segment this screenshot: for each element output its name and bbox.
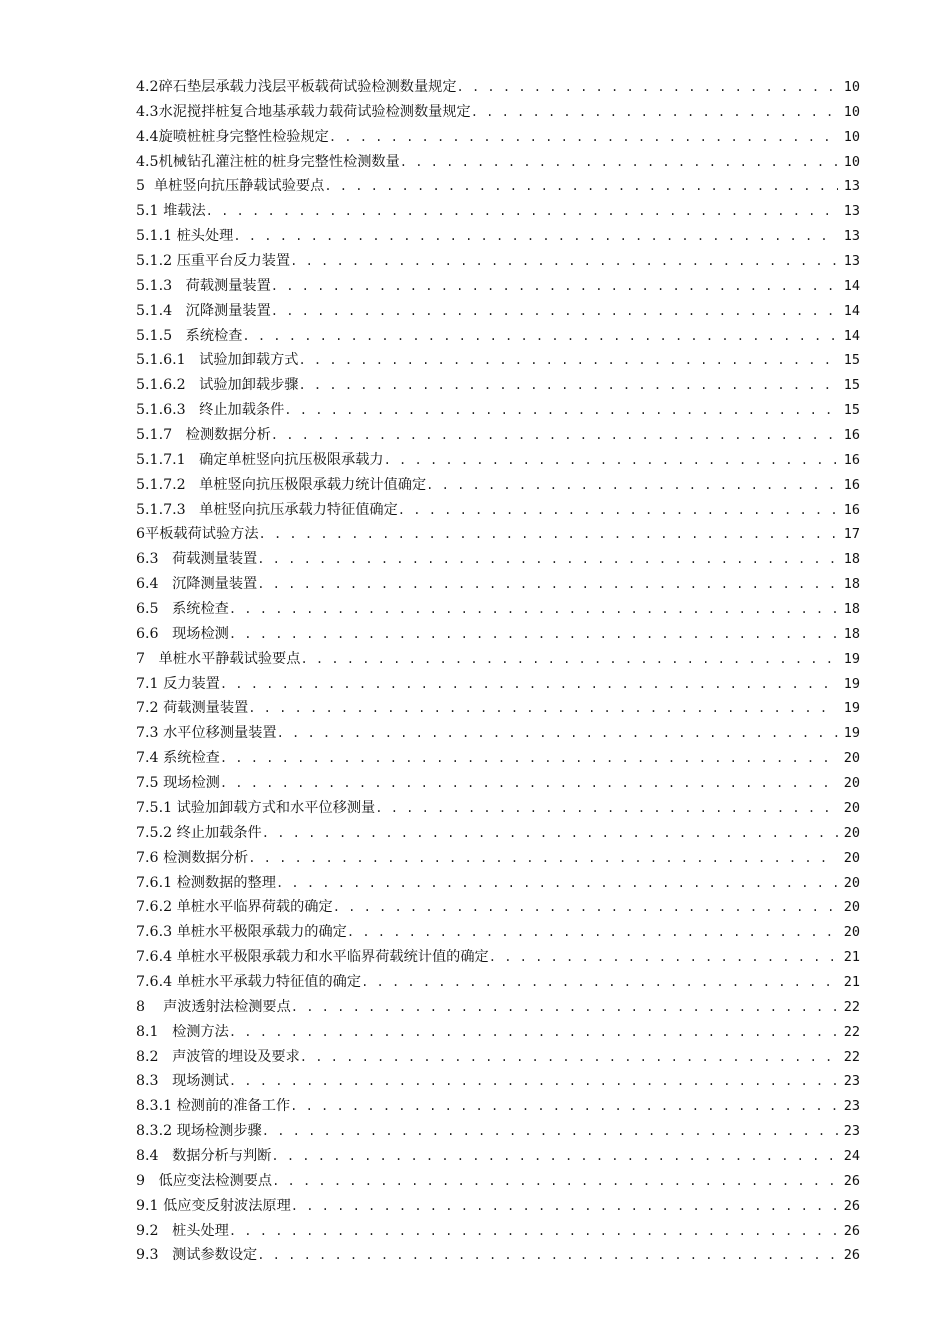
toc-entry-title: 7 单桩水平静载试验要点: [136, 650, 301, 667]
toc-dot-leader: [375, 796, 838, 821]
toc-dot-leader: [291, 995, 838, 1020]
toc-dot-leader: [298, 348, 838, 373]
toc-entry-title: 9.3 测试参数设定: [136, 1247, 258, 1264]
toc-entry-title: 6.4 沉降测量装置: [136, 576, 258, 593]
toc-entry-page-number: 16: [843, 501, 860, 518]
toc-entry[interactable]: [136, 796, 860, 821]
toc-entry[interactable]: [136, 473, 860, 498]
toc-dot-leader: [426, 473, 838, 498]
toc-dot-leader: [257, 572, 838, 597]
toc-dot-leader: [290, 1094, 838, 1119]
toc-entry[interactable]: [136, 920, 860, 945]
toc-entry[interactable]: [136, 1169, 860, 1194]
toc-entry-page-number: 19: [843, 675, 860, 692]
toc-entry[interactable]: [136, 821, 860, 846]
toc-entry[interactable]: [136, 696, 860, 721]
toc-entry[interactable]: [136, 547, 860, 572]
toc-entry-title: 8.4 数据分析与判断: [136, 1147, 272, 1164]
toc-dot-leader: [400, 150, 838, 175]
toc-entry-title: 5.1.7.3 单桩竖向抗压承载力特征值确定: [136, 501, 398, 518]
toc-entry-title: 6.6 现场检测: [136, 625, 229, 642]
toc-entry[interactable]: [136, 274, 860, 299]
toc-entry-title: 4.2碎石垫层承载力浅层平板载荷试验检测数量规定: [136, 79, 457, 95]
toc-entry-title: 7.6 检测数据分析: [136, 849, 249, 866]
toc-entry-title: 7.4 系统检查: [136, 750, 220, 767]
toc-entry-title: 9.1 低应变反射波法原理: [136, 1197, 291, 1214]
toc-dot-leader: [398, 498, 838, 523]
toc-entry-page-number: 21: [843, 949, 860, 966]
toc-entry-page-number: 18: [843, 625, 860, 642]
toc-entry[interactable]: [136, 1069, 860, 1094]
toc-entry-page-number: 14: [843, 327, 860, 344]
toc-entry-title: 6.3 荷载测量装置: [136, 551, 258, 568]
toc-dot-leader: [361, 970, 838, 995]
toc-entry-title: 5.1 堆载法: [136, 203, 206, 220]
toc-dot-leader: [329, 125, 838, 150]
toc-dot-leader: [291, 1194, 838, 1219]
toc-entry-page-number: 26: [843, 1222, 860, 1239]
toc-entry[interactable]: [136, 672, 860, 697]
toc-entry-title: 7.5 现场检测: [136, 775, 220, 792]
toc-dot-leader: [324, 174, 838, 199]
toc-dot-leader: [233, 224, 838, 249]
toc-entry-title: 7.5.2 终止加载条件: [136, 824, 262, 841]
toc-entry[interactable]: [136, 846, 860, 871]
toc-entry-page-number: 24: [843, 1147, 860, 1164]
toc-entry[interactable]: [136, 199, 860, 224]
toc-entry-title: 7.6.2 单桩水平临界荷载的确定: [136, 899, 333, 916]
toc-entry-page-number: 23: [843, 1123, 860, 1140]
toc-entry-title: 6平板载荷试验方法: [136, 526, 259, 543]
toc-entry-page-number: 20: [843, 824, 860, 841]
toc-entry-title: 8.3.2 现场检测步骤: [136, 1123, 262, 1140]
toc-entry[interactable]: [136, 1045, 860, 1070]
toc-entry[interactable]: [136, 622, 860, 647]
toc-entry-page-number: 18: [843, 601, 860, 618]
toc-dot-leader: [457, 75, 838, 100]
toc-dot-leader: [471, 100, 838, 125]
toc-entry-page-number: 18: [843, 551, 860, 568]
toc-entry[interactable]: [136, 448, 860, 473]
toc-entry[interactable]: [136, 746, 860, 771]
toc-dot-leader: [284, 398, 838, 423]
toc-entry[interactable]: [136, 100, 860, 125]
toc-dot-leader: [248, 696, 838, 721]
toc-entry[interactable]: [136, 498, 860, 523]
toc-entry-page-number: 20: [843, 799, 860, 816]
toc-entry-page-number: 26: [843, 1197, 860, 1214]
toc-entry-title: 7.6.1 检测数据的整理: [136, 874, 276, 891]
toc-dot-leader: [489, 945, 838, 970]
toc-entry-title: 5 单桩竖向抗压静载试验要点: [136, 178, 325, 195]
toc-entry-page-number: 26: [843, 1172, 860, 1189]
toc-dot-leader: [300, 1045, 838, 1070]
toc-entry-title: 8.2 声波管的埋设及要求: [136, 1048, 300, 1065]
toc-entry-page-number: 10: [843, 103, 860, 120]
toc-dot-leader: [276, 871, 838, 896]
toc-dot-leader: [298, 373, 838, 398]
toc-entry-page-number: 20: [843, 874, 860, 891]
toc-dot-leader: [271, 423, 838, 448]
toc-entry[interactable]: [136, 1020, 860, 1045]
table-of-contents: [136, 75, 860, 1268]
toc-entry-title: 5.1.4 沉降测量装置: [136, 302, 271, 319]
toc-entry-page-number: 10: [843, 79, 860, 95]
toc-entry-title: 5.1.7 检测数据分析: [136, 427, 271, 444]
toc-entry-title: 7.5.1 试验加卸载方式和水平位移测量: [136, 799, 376, 816]
toc-entry[interactable]: [136, 249, 860, 274]
toc-entry[interactable]: [136, 125, 860, 150]
toc-entry[interactable]: [136, 174, 860, 199]
toc-entry-page-number: 20: [843, 924, 860, 941]
toc-dot-leader: [206, 199, 838, 224]
toc-entry[interactable]: [136, 597, 860, 622]
toc-dot-leader: [229, 1069, 838, 1094]
toc-entry[interactable]: [136, 224, 860, 249]
toc-dot-leader: [300, 647, 838, 672]
toc-entry-title: 4.4旋喷桩桩身完整性检验规定: [136, 128, 329, 145]
toc-entry[interactable]: [136, 1119, 860, 1144]
toc-entry[interactable]: [136, 398, 860, 423]
toc-entry-title: 4.5机械钻孔灌注桩的桩身完整性检测数量: [136, 153, 400, 170]
toc-entry-title: 5.1.7.2 单桩竖向抗压极限承载力统计值确定: [136, 476, 427, 493]
toc-entry[interactable]: [136, 572, 860, 597]
toc-entry-page-number: 20: [843, 899, 860, 916]
toc-dot-leader: [333, 895, 838, 920]
toc-entry-title: 7.6.3 单桩水平极限承载力的确定: [136, 924, 347, 941]
toc-entry-page-number: 17: [843, 526, 860, 543]
toc-dot-leader: [248, 846, 838, 871]
toc-entry-page-number: 13: [843, 203, 860, 220]
toc-entry-title: 8 声波透射法检测要点: [136, 998, 291, 1015]
toc-entry-title: 6.5 系统检查: [136, 601, 229, 618]
toc-entry[interactable]: [136, 970, 860, 995]
toc-entry-title: 5.1.3 荷载测量装置: [136, 277, 271, 294]
toc-entry[interactable]: [136, 1243, 860, 1268]
toc-entry-title: 5.1.5 系统检查: [136, 327, 243, 344]
toc-entry[interactable]: [136, 771, 860, 796]
toc-entry-page-number: 22: [843, 1048, 860, 1065]
toc-entry-title: 5.1.6.1 试验加卸载方式: [136, 352, 299, 369]
toc-dot-leader: [220, 771, 838, 796]
toc-entry[interactable]: [136, 647, 860, 672]
toc-entry[interactable]: [136, 1094, 860, 1119]
toc-entry-title: 5.1.7.1 确定单桩竖向抗压极限承载力: [136, 451, 384, 468]
toc-dot-leader: [229, 622, 838, 647]
toc-entry-page-number: 14: [843, 277, 860, 294]
toc-entry-page-number: 15: [843, 352, 860, 369]
toc-entry-page-number: 13: [843, 228, 860, 245]
toc-entry-page-number: 16: [843, 427, 860, 444]
toc-dot-leader: [229, 1219, 838, 1244]
toc-entry[interactable]: [136, 373, 860, 398]
toc-entry-title: 4.3水泥搅拌桩复合地基承载力载荷试验检测数量规定: [136, 103, 471, 120]
toc-entry-page-number: 14: [843, 302, 860, 319]
toc-entry[interactable]: [136, 721, 860, 746]
toc-entry[interactable]: [136, 995, 860, 1020]
toc-entry-page-number: 16: [843, 476, 860, 493]
toc-entry-title: 9 低应变法检测要点: [136, 1172, 273, 1189]
toc-entry-page-number: 19: [843, 725, 860, 742]
toc-dot-leader: [277, 721, 838, 746]
toc-entry-page-number: 15: [843, 402, 860, 419]
toc-entry[interactable]: [136, 895, 860, 920]
toc-entry-page-number: 23: [843, 1073, 860, 1090]
toc-dot-leader: [271, 274, 838, 299]
toc-entry[interactable]: [136, 1144, 860, 1169]
toc-entry-page-number: 13: [843, 178, 860, 195]
toc-entry[interactable]: [136, 945, 860, 970]
toc-entry[interactable]: [136, 423, 860, 448]
toc-entry-page-number: 22: [843, 998, 860, 1015]
toc-entry[interactable]: [136, 150, 860, 175]
toc-entry-page-number: 15: [843, 377, 860, 394]
toc-entry[interactable]: [136, 348, 860, 373]
toc-entry-title: 9.2 桩头处理: [136, 1222, 229, 1239]
toc-entry-page-number: 22: [843, 1023, 860, 1040]
toc-dot-leader: [262, 1119, 838, 1144]
toc-entry-title: 5.1.2 压重平台反力装置: [136, 253, 291, 270]
toc-entry-title: 7.1 反力装置: [136, 675, 220, 692]
toc-dot-leader: [271, 299, 838, 324]
toc-entry[interactable]: [136, 1219, 860, 1244]
toc-entry[interactable]: [136, 75, 860, 100]
toc-dot-leader: [290, 249, 838, 274]
toc-entry[interactable]: [136, 522, 860, 547]
toc-dot-leader: [384, 448, 838, 473]
toc-entry-page-number: 20: [843, 849, 860, 866]
toc-dot-leader: [229, 1020, 838, 1045]
toc-entry-page-number: 13: [843, 253, 860, 270]
toc-dot-leader: [257, 1243, 838, 1268]
toc-entry-page-number: 19: [843, 700, 860, 717]
toc-dot-leader: [271, 1144, 838, 1169]
toc-dot-leader: [242, 324, 838, 349]
toc-dot-leader: [257, 547, 838, 572]
toc-dot-leader: [229, 597, 838, 622]
toc-entry-page-number: 19: [843, 650, 860, 667]
toc-dot-leader: [347, 920, 838, 945]
toc-dot-leader: [272, 1169, 838, 1194]
toc-entry-page-number: 16: [843, 451, 860, 468]
toc-entry-page-number: 26: [843, 1247, 860, 1264]
toc-entry-title: 5.1.6.2 试验加卸载步骤: [136, 377, 299, 394]
toc-entry[interactable]: [136, 299, 860, 324]
toc-entry[interactable]: [136, 871, 860, 896]
toc-entry-page-number: 20: [843, 750, 860, 767]
toc-entry-page-number: 20: [843, 775, 860, 792]
toc-dot-leader: [262, 821, 838, 846]
toc-entry-page-number: 21: [843, 973, 860, 990]
toc-entry-title: 8.1 检测方法: [136, 1023, 229, 1040]
toc-entry-title: 7.6.4 单桩水平承载力特征值的确定: [136, 973, 362, 990]
toc-dot-leader: [220, 746, 838, 771]
toc-dot-leader: [259, 522, 838, 547]
toc-entry[interactable]: [136, 1194, 860, 1219]
toc-entry-page-number: 10: [843, 153, 860, 170]
toc-entry-title: 8.3 现场测试: [136, 1073, 229, 1090]
toc-dot-leader: [220, 672, 838, 697]
toc-entry-title: 7.2 荷载测量装置: [136, 700, 249, 717]
toc-entry-title: 5.1.6.3 终止加载条件: [136, 402, 285, 419]
toc-entry-page-number: 23: [843, 1098, 860, 1115]
toc-entry-title: 7.3 水平位移测量装置: [136, 725, 277, 742]
toc-entry-title: 8.3.1 检测前的准备工作: [136, 1098, 291, 1115]
toc-entry[interactable]: [136, 324, 860, 349]
toc-entry-page-number: 18: [843, 576, 860, 593]
toc-entry-title: 5.1.1 桩头处理: [136, 228, 234, 245]
toc-entry-title: 7.6.4 单桩水平极限承载力和水平临界荷载统计值的确定: [136, 949, 489, 966]
toc-entry-page-number: 10: [843, 128, 860, 145]
